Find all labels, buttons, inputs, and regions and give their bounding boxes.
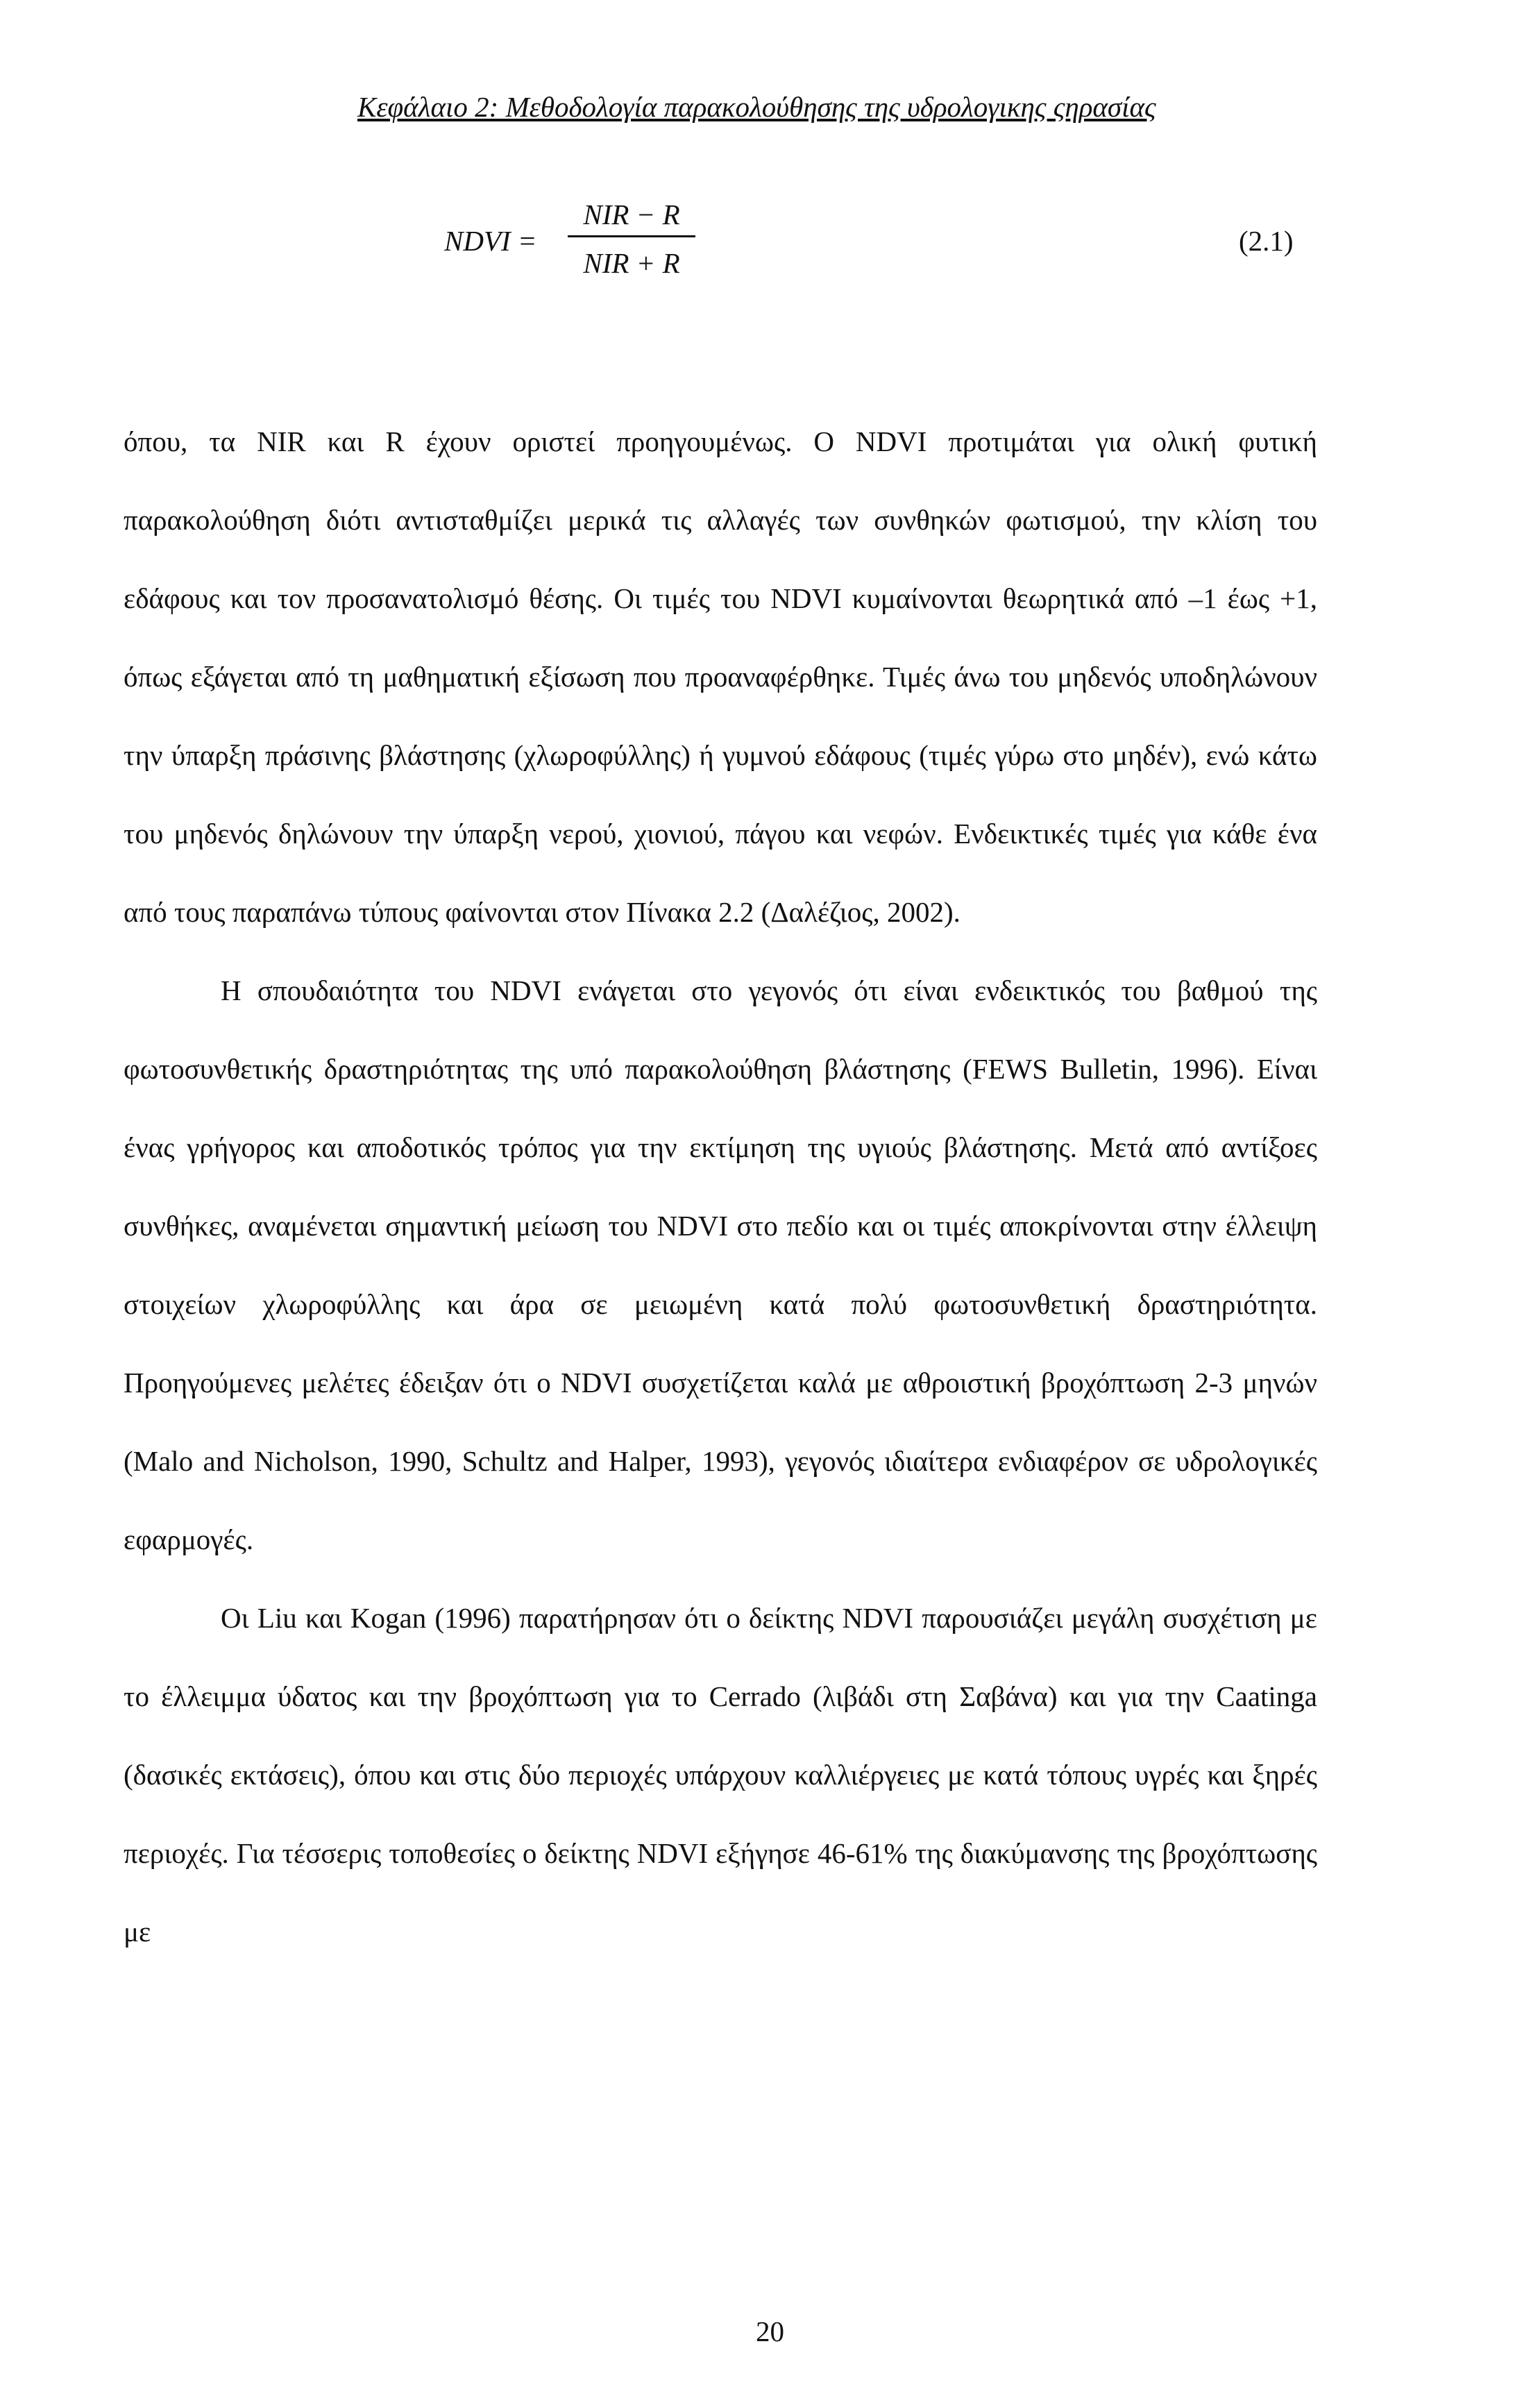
body-text: [124, 403, 1317, 1971]
equation-number: (2.1): [1239, 225, 1294, 257]
equation-denominator: NIR + R: [583, 247, 680, 279]
equation-lhs: NDVI =: [444, 225, 537, 257]
chapter-header: Κεφάλαιο 2: Μεθοδολογία παρακολούθησης της υδρολογικης ςηρασίας: [357, 91, 1156, 123]
paragraph: Η σπουδαιότητα του NDVI ενάγεται στο γεγονός ότι είναι ενδεικτικός του βαθμού της φωτοσυνθετικής δραστηριότητας της υπό παρακολούθηση βλάστησης (FEWS Bulletin, 1996). Είναι ένας γρήγορος και αποδοτικός τρόπος για την εκτίμηση της υγιούς βλάστησης. Μετά από αντίξοες συνθήκες, αναμένεται σημαντική μείωση του NDVI στο πεδίο και οι τιμές αποκρίνονται στην έλλειψη στοιχείων χλωροφύλλης και άρα σε μειωμένη κατά πολύ φωτοσυνθετική δραστηριότητα. Προηγούμενες μελέτες έδειξαν ότι ο NDVI συσχετίζεται καλά με αθροιστική βροχόπτωση 2-3 μηνών (Malo and Nicholson, 1990, Schultz and Halper, 1993), γεγονός ιδιαίτερα ενδιαφέρον σε υδρολογικές εφαρμογές.: [124, 974, 1317, 1555]
page-number: 20: [756, 2315, 784, 2347]
paragraph: όπου, τα NIR και R έχουν οριστεί προηγουμένως. Ο NDVI προτιμάται για ολική φυτική παρακολούθηση διότι αντισταθμίζει μερικά τις αλλαγές των συνθηκών φωτισμού, την κλίση του εδάφους και τον προσανατολισμό θέσης. Οι τιμές του NDVI κυμαίνονται θεωρητικά από –1 έως +1, όπως εξάγεται από τη μαθηματική εξίσωση που προαναφέρθηκε. Τιμές άνω του μηδενός υποδηλώνουν την ύπαρξη πράσινης βλάστησης (χλωροφύλλης) ή γυμνού εδάφους (τιμές γύρω στο μηδέν), ενώ κάτω του μηδενός δηλώνουν την ύπαρξη νερού, χιονιού, πάγου και νεφών. Ενδεικτικές τιμές για κάθε ένα από τους παραπάνω τύπους φαίνονται στον Πίνακα 2.2 (Δαλέζιος, 2002).: [124, 425, 1317, 928]
fraction-bar: [568, 235, 695, 237]
ndvi-equation: [444, 198, 1319, 288]
equation-numerator: NIR − R: [583, 199, 680, 230]
paragraph: Οι Liu και Kogan (1996) παρατήρησαν ότι ο δείκτης NDVI παρουσιάζει μεγάλη συσχέτιση με το έλλειμμα ύδατος και την βροχόπτωση για το Cerrado (λιβάδι στη Σαβάνα) και για την Caatinga (δασικές εκτάσεις), όπου και στις δύο περιοχές υπάρχουν καλλιέργειες με κατά τόπους υγρές και ξηρές περιοχές. Για τέσσερις τοποθεσίες ο δείκτης NDVI εξήγησε 46-61% της διακύμανσης της βροχόπτωσης με: [124, 1602, 1317, 1948]
